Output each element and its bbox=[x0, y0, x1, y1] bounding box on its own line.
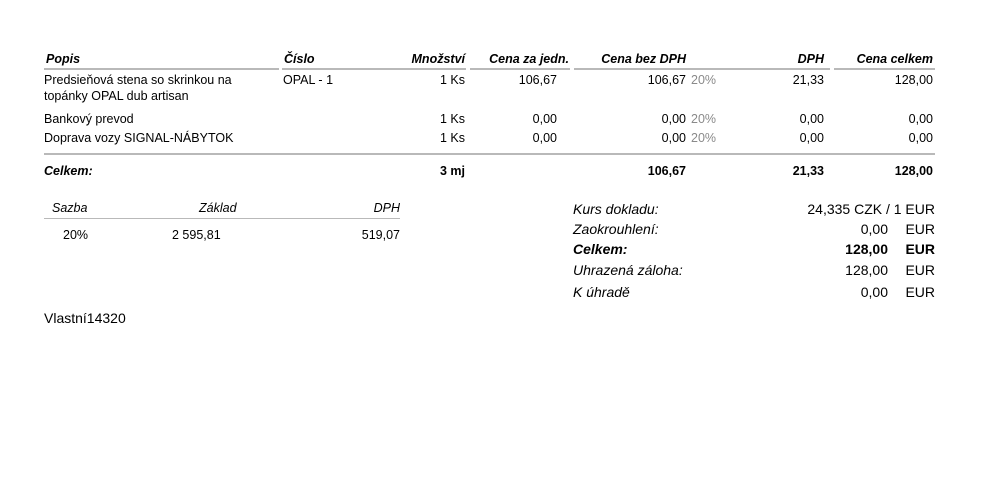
footer-note: Vlastní14320 bbox=[44, 310, 126, 326]
row-popis: Bankový prevod bbox=[44, 112, 134, 126]
row-cena-za-jedn: 0,00 bbox=[532, 131, 557, 145]
vat-row-sazba: 20% bbox=[63, 228, 89, 242]
zaokrouhleni-currency: EUR bbox=[905, 221, 935, 237]
row-popis: Doprava vozy SIGNAL-NÁBYTOK bbox=[44, 131, 234, 145]
celkem-label: Celkem: bbox=[573, 241, 628, 257]
row-dph: 0,00 bbox=[799, 112, 824, 126]
vat-row-dph: 519,07 bbox=[361, 228, 400, 242]
row-sazba: 20% bbox=[691, 112, 717, 126]
k-uhrade-value: 0,00 bbox=[860, 284, 888, 300]
row-cena-bez-dph: 0,00 bbox=[661, 131, 686, 145]
header-rule bbox=[282, 68, 466, 70]
total-rule bbox=[44, 153, 935, 155]
zaloha-label: Uhrazená záloha: bbox=[573, 262, 683, 278]
zaokrouhleni-label: Zaokrouhlení: bbox=[573, 221, 659, 237]
row-dph: 21,33 bbox=[792, 73, 824, 87]
header-cislo: Číslo bbox=[284, 52, 315, 66]
row-cena-celkem: 128,00 bbox=[894, 73, 933, 87]
row-mnozstvi: 1 Ks bbox=[439, 131, 465, 145]
header-rule bbox=[834, 68, 935, 70]
header-rule bbox=[44, 68, 279, 70]
row-sazba: 20% bbox=[691, 131, 717, 145]
row-dph: 0,00 bbox=[799, 131, 824, 145]
row-cena-celkem: 0,00 bbox=[908, 112, 933, 126]
vat-header-sazba: Sazba bbox=[52, 201, 88, 215]
header-popis: Popis bbox=[46, 52, 81, 66]
k-uhrade-currency: EUR bbox=[905, 284, 935, 300]
k-uhrade-label: K úhradě bbox=[573, 284, 630, 300]
kurs-label: Kurs dokladu: bbox=[573, 201, 659, 217]
celkem-value: 128,00 bbox=[845, 241, 888, 257]
row-cena-bez-dph: 0,00 bbox=[661, 112, 686, 126]
header-mnozstvi: Množství bbox=[411, 52, 465, 66]
row-sazba: 20% bbox=[691, 73, 717, 87]
zaloha-currency: EUR bbox=[905, 262, 935, 278]
header-cena-celkem: Cena celkem bbox=[856, 52, 933, 66]
row-cislo: OPAL - 1 bbox=[283, 73, 334, 87]
row-popis: Predsieňová stena so skrinkou na bbox=[44, 73, 232, 87]
row-mnozstvi: 1 Ks bbox=[439, 73, 465, 87]
vat-row-zaklad: 2 595,81 bbox=[172, 228, 221, 242]
vat-header-rule bbox=[44, 218, 400, 219]
row-popis-cont: topánky OPAL dub artisan bbox=[44, 89, 189, 103]
header-rule bbox=[470, 68, 570, 70]
kurs-value: 24,335 CZK / 1 EUR bbox=[807, 201, 935, 217]
total-mnozstvi: 3 mj bbox=[439, 164, 465, 178]
celkem-currency: EUR bbox=[905, 241, 935, 257]
header-dph: DPH bbox=[797, 52, 824, 66]
header-cena-bez-dph: Cena bez DPH bbox=[601, 52, 686, 66]
row-cena-celkem: 0,00 bbox=[908, 131, 933, 145]
row-cena-bez-dph: 106,67 bbox=[647, 73, 686, 87]
total-cena-bez-dph: 106,67 bbox=[647, 164, 686, 178]
zaloha-value: 128,00 bbox=[845, 262, 888, 278]
zaokrouhleni-value: 0,00 bbox=[860, 221, 888, 237]
total-label: Celkem: bbox=[44, 164, 93, 178]
total-dph: 21,33 bbox=[792, 164, 824, 178]
row-mnozstvi: 1 Ks bbox=[439, 112, 465, 126]
vat-header-dph: DPH bbox=[373, 201, 400, 215]
header-cena-za-jedn: Cena za jedn. bbox=[489, 52, 569, 66]
row-cena-za-jedn: 106,67 bbox=[518, 73, 557, 87]
header-rule bbox=[574, 68, 830, 70]
row-cena-za-jedn: 0,00 bbox=[532, 112, 557, 126]
total-cena-celkem: 128,00 bbox=[894, 164, 933, 178]
vat-header-zaklad: Základ bbox=[199, 201, 237, 215]
